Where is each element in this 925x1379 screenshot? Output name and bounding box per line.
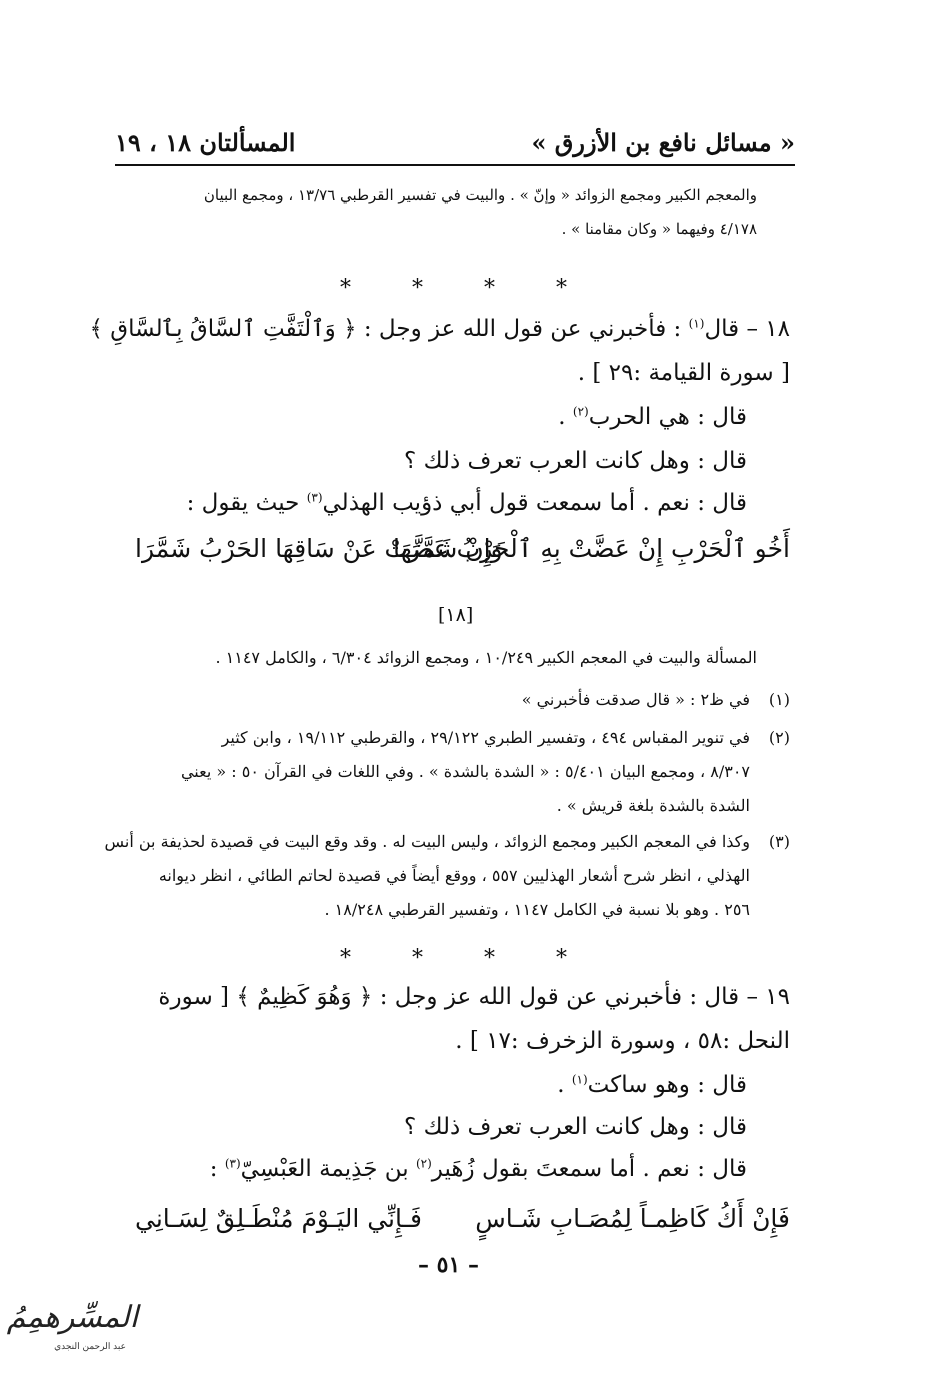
q18-line-1 (90, 316, 791, 342)
star: * (484, 946, 495, 971)
footnote-2-line-2: ٨/٣٠٧ ، ومجمع البيان ٥/٤٠١ : « الشدة بالشدة » . وفي اللغات في القرآن ٥٠ : « يعني (180, 762, 750, 781)
q18-question-2: قال : وهل كانت العرب تعرف ذلك ؟ (404, 448, 747, 474)
q18-source-note: المسألة والبيت في المعجم الكبير ١٠/٢٤٩ ، ومجمع الزوائد ٦/٣٠٤ ، والكامل ١١٤٧ . (215, 648, 757, 667)
footnote-ref: (١) (571, 1072, 588, 1087)
answer-end: . (558, 404, 573, 430)
answer-end: : (209, 1156, 225, 1182)
carryover-note-line-2: ٤/١٧٨ وفيهما « وكان مقامنا » . (561, 220, 757, 238)
running-header (115, 122, 795, 166)
q18-answer-2 (187, 490, 747, 516)
star: * (556, 276, 567, 301)
answer-end: . (557, 1072, 572, 1098)
footnote-3-line-2: الهذلي ، انظر شرح أشعار الهذليين ٥٥٧ ، ووقع أيضاً في قصيدة لحاتم الطائي ، انظر ديوانه (158, 866, 750, 885)
footnote-1-line-1: في ظ٢ : « قال صدقت فأخبرني » (521, 690, 750, 709)
q18-line-2: [ سورة القيامة :٢٩ ] . (577, 360, 790, 386)
footnote-2-line-3: الشدة بالشدة بلغة قريش » . (556, 796, 750, 815)
footnote-ref: (٢) (572, 404, 589, 419)
q18-verse-hemistich-2: وَإِنْ شَمَّرَتْ عَنْ سَاقِهَا الحَرْبُ شَمَّرَا (135, 534, 503, 563)
header-rule (115, 164, 795, 166)
q19-verse-hemistich-1: فَإِنْ أَكُ كَاظِمـاً لِمُصَـابِ شَـاسٍ (475, 1204, 790, 1233)
footnote-3-line-3: ٢٥٦ . وهو بلا نسبة في الكامل ١١٤٧ ، وتفسير القرطبي ١٨/٢٤٨ . (324, 900, 750, 919)
answer-text: قال : وهو ساكت (587, 1072, 747, 1098)
stamp-sub-text: عبد الرحمن النجدي (54, 1342, 126, 1352)
q18-verse-hemistich-1: أَخُو ٱلْحَرْبِ إِنْ عَضَّتْ بِهِ ٱلْحَرْبُ عَضَّهَا (392, 534, 790, 563)
stamp-main-text: المسِّرهمِمُ (6, 1300, 138, 1335)
book-title: « مسائل نافع بن الأزرق » (531, 128, 795, 157)
q19-answer-1 (557, 1072, 747, 1098)
footnote-3-line-1: وكذا في المعجم الكبير ومجمع الزوائد ، وليس البيت له . وقد وقع البيت في قصيدة لحذيفة بن أنس (104, 832, 750, 851)
answer-text: قال : نعم . أما سمعتَ بقول زُهَير (431, 1156, 747, 1182)
library-stamp (6, 1300, 142, 1360)
star: * (340, 946, 351, 971)
carryover-note-line-1: والمعجم الكبير ومجمع الزوائد « وإنّ » . والبيت في تفسير القرطبي ١٣/٧٦ ، ومجمع البيان (203, 186, 757, 204)
star: * (484, 276, 495, 301)
q18-intro: ١٨ – قال (704, 316, 790, 342)
star: * (556, 946, 567, 971)
q18-answer-1 (558, 404, 747, 430)
answer-text: قال : نعم . أما سمعت قول أبي ذؤيب الهذلي (322, 490, 747, 516)
footnote-number: (٢) (768, 728, 790, 747)
q19-line-2: النحل :٥٨ ، وسورة الزخرف :١٧ ] . (455, 1028, 790, 1054)
footnote-2-line-1: في تنوير المقباس ٤٩٤ ، وتفسير الطبري ٢٩/١٢٢ ، والقرطبي ١٩/١١٢ ، وابن كثير (221, 728, 750, 747)
star: * (412, 946, 423, 971)
footnote-ref: (١) (688, 316, 705, 331)
star: * (412, 276, 423, 301)
footnote-ref: (٣) (224, 1156, 241, 1171)
star: * (340, 276, 351, 301)
q19-question-2: قال : وهل كانت العرب تعرف ذلك ؟ (404, 1114, 747, 1140)
answer-text: قال : هي الحرب (588, 404, 747, 430)
footnote-ref: (٣) (306, 490, 323, 505)
q18-reference-number: [١٨] (438, 604, 474, 626)
footnote-number: (١) (768, 690, 790, 709)
footnote-number: (٣) (768, 832, 790, 851)
q19-line-1: ١٩ – قال : فأخبرني عن قول الله عز وجل : ﴿ وَهُوَ كَظِيمٌ ﴾ [ سورة (158, 984, 790, 1010)
q19-answer-2 (210, 1156, 747, 1182)
footnote-ref: (٢) (415, 1156, 432, 1171)
q18-quote: : فأخبرني عن قول الله عز وجل : ﴿ وَٱلْتَفَّتِ ٱلسَّاقُ بِٱلسَّاقِ ﴾ (89, 316, 689, 342)
section-label: المسألتان ١٨ ، ١٩ (115, 128, 296, 157)
answer-end: حيث يقول : (186, 490, 307, 516)
page-number: – ٥١ – (418, 1252, 479, 1278)
q19-verse-hemistich-2: فَـإِنِّي اليَـوْمَ مُنْطَـلِقٌ لِسَـانِي (135, 1204, 422, 1233)
answer-text: بن جَذِيمة العَبْسِيّ (240, 1156, 416, 1182)
